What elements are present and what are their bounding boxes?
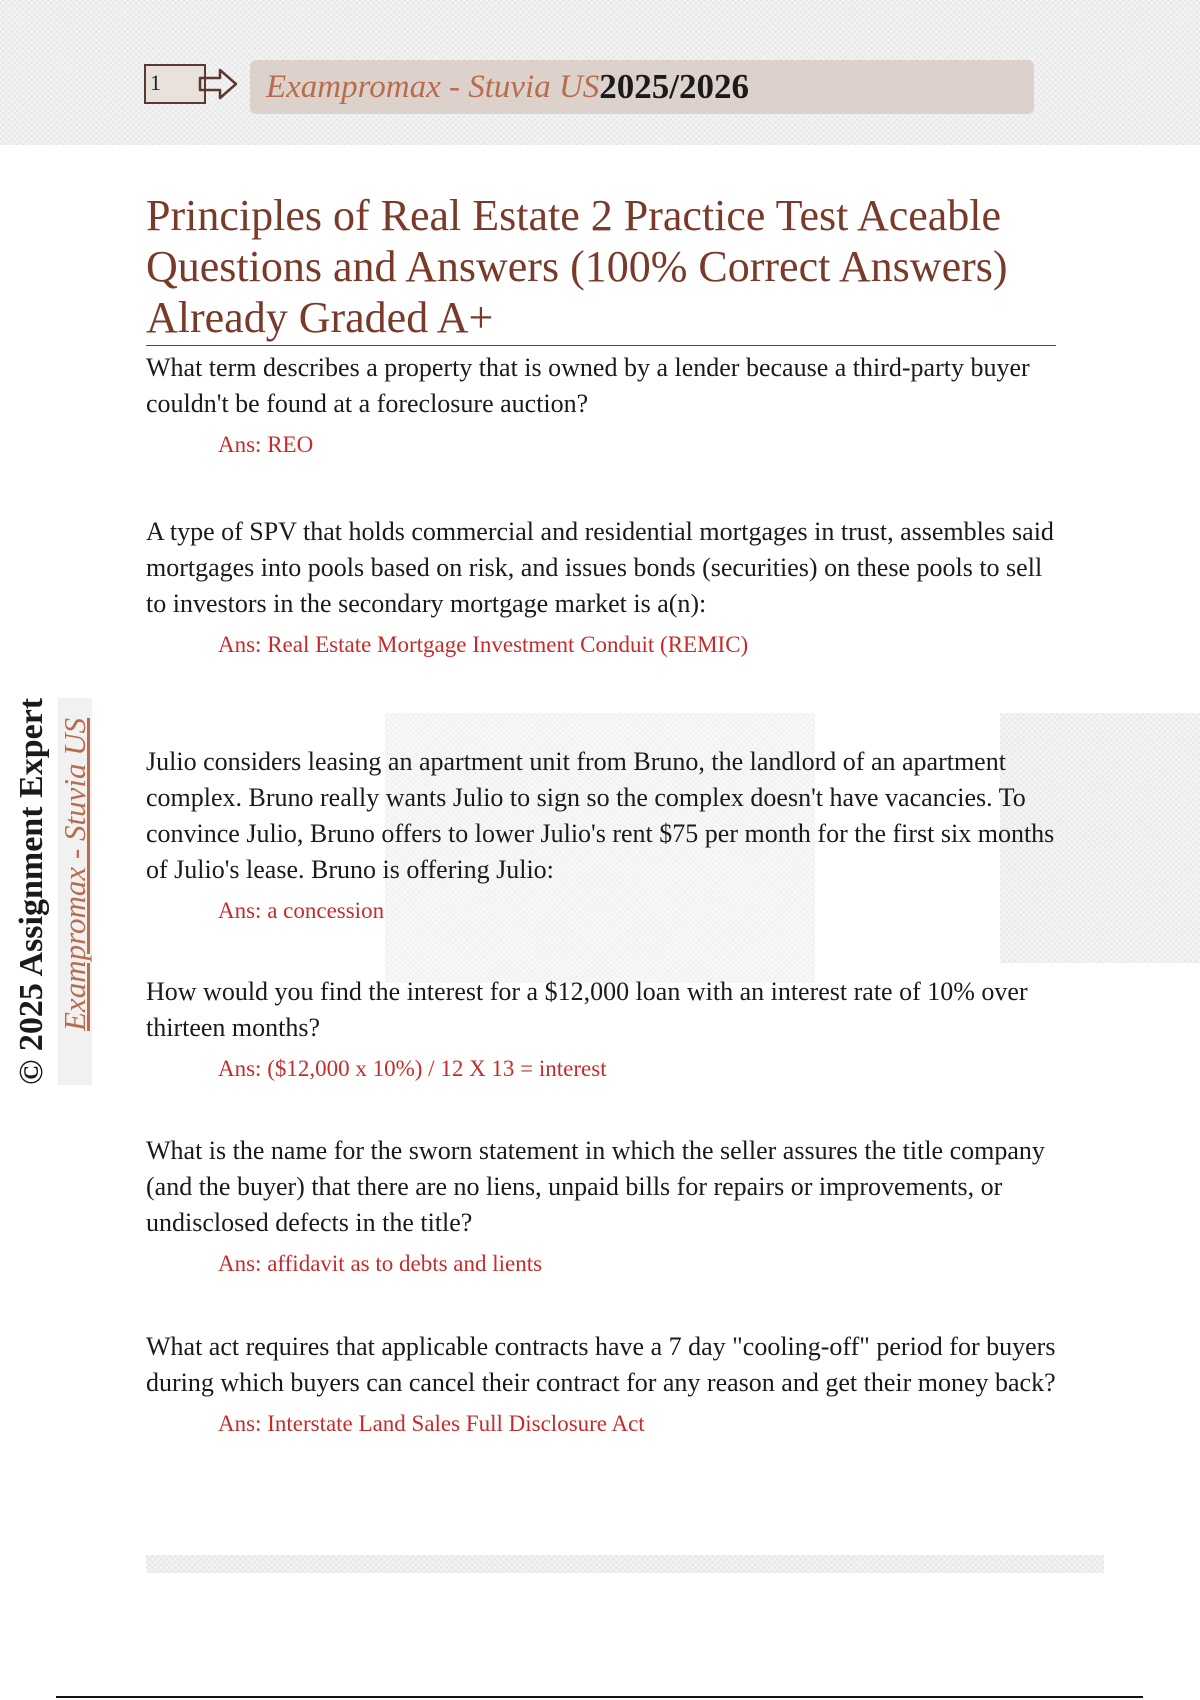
footer-rule — [56, 1696, 1143, 1698]
question-text: What is the name for the sworn statement in which the seller assures the title company (and the buyer) that there are no liens, unpaid bills for repairs or improvements, or undisclosed defects in the title? — [146, 1136, 1045, 1237]
question-text: A type of SPV that holds commercial and residential mortgages in trust, assembles said mortgages into pools based on risk, and issues bonds (securities) on these pools to sell to investors in the secondary mortgage market is a(n): — [146, 517, 1054, 618]
header-source: Exampromax - Stuvia US — [266, 68, 600, 105]
question-text: What act requires that applicable contracts have a 7 day "cooling-off" period for buyers during which buyers can cancel their contract for any reason and get their money back? — [146, 1332, 1056, 1397]
qa-item — [146, 974, 1056, 1084]
qa-item — [146, 744, 1056, 926]
question-text: What term describes a property that is owned by a lender because a third-party buyer couldn't be found at a foreclosure auction? — [146, 353, 1030, 418]
qa-item — [146, 1133, 1056, 1279]
header-banner — [250, 60, 1034, 114]
page-title: Principles of Real Estate 2 Practice Test Aceable Questions and Answers (100% Correct Answers) Already Graded A+ — [146, 190, 1056, 346]
answer-text: Ans: ($12,000 x 10%) / 12 X 13 = interest — [218, 1056, 607, 1081]
qa-item — [146, 1329, 1056, 1439]
qa-item — [146, 514, 1056, 660]
answer-text: Ans: Interstate Land Sales Full Disclosure Act — [218, 1411, 645, 1436]
answer-text: Ans: REO — [218, 432, 314, 457]
side-source: Exampromax - Stuvia US — [58, 698, 92, 1085]
header-year: 2025/2026 — [599, 67, 750, 106]
page-number: 1 — [144, 64, 206, 104]
section-divider — [146, 1555, 1104, 1573]
answer-text: Ans: Real Estate Mortgage Investment Conduit (REMIC) — [218, 632, 749, 657]
side-copyright: © 2025 Assignment Expert — [13, 697, 50, 1085]
question-text: Julio considers leasing an apartment unit from Bruno, the landlord of an apartment complex. Bruno really wants Julio to sign so the complex doesn't have vacancies. To convince Julio, Bruno offers to lower Julio's rent $75 per month for the first six months of Julio's lease. Bruno is offering Julio: — [146, 747, 1055, 884]
answer-text: Ans: affidavit as to debts and lients — [218, 1251, 543, 1276]
answer-text: Ans: a concession — [218, 898, 385, 923]
question-text: How would you find the interest for a $12,000 loan with an interest rate of 10% over thirteen months? — [146, 977, 1028, 1042]
qa-item — [146, 350, 1056, 460]
side-watermark — [12, 698, 92, 1085]
right-arrow-icon — [198, 66, 238, 102]
